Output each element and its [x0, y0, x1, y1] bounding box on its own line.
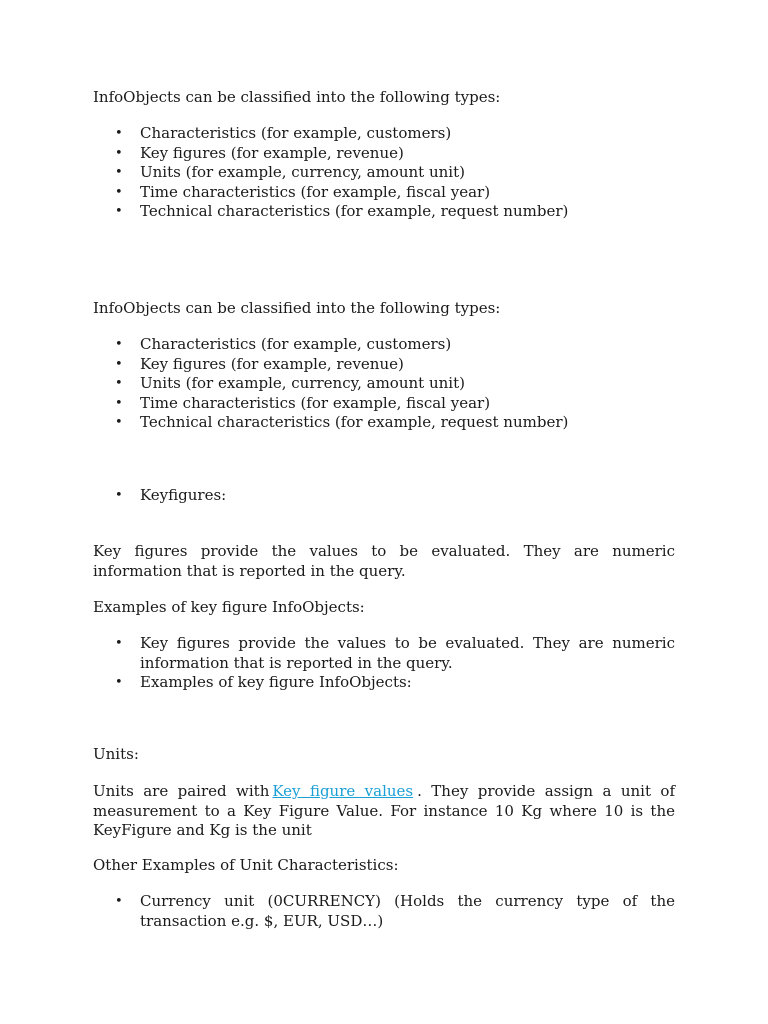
bullet-icon: • [115, 145, 123, 161]
list-item: • Technical characteristics (for example, request number) [115, 413, 569, 431]
keyfigures-heading: Keyfigures: [140, 486, 227, 504]
bullet-icon: • [115, 636, 123, 651]
section2-list [93, 335, 675, 433]
list-item: • Key figures provide the values to be evaluated. They are numeric information that is reported in the query. [115, 634, 675, 672]
bullet-icon: • [115, 395, 123, 411]
bullet-icon: • [115, 165, 123, 180]
units-text-before-link: Units are paired with [93, 782, 270, 800]
list-item: • Units (for example, currency, amount unit) [115, 163, 465, 181]
list-item: • Characteristics (for example, customers) [115, 335, 452, 353]
bullet-icon: • [115, 376, 123, 391]
list-item: • Time characteristics (for example, fiscal year) [115, 393, 491, 412]
units-text-after-link: . They provide assign a unit of measurement to a Key Figure Value. For instance 10 Kg where 10 is the KeyFigure and Kg is the unit [93, 782, 675, 839]
keyfigures-list [93, 634, 675, 693]
bullet-icon: • [115, 184, 123, 200]
section1-intro: InfoObjects can be classified into the following types: [93, 88, 501, 106]
section2-intro: InfoObjects can be classified into the following types: [93, 299, 501, 317]
bullet-icon: • [115, 337, 123, 352]
keyfigures-description: Key figures provide the values to be evaluated. They are numeric information that is reported in the query. [93, 542, 675, 580]
bullet-icon: • [115, 675, 123, 690]
units-other-examples-label: Other Examples of Unit Characteristics: [93, 856, 399, 874]
list-item: • Characteristics (for example, customers) [115, 124, 452, 142]
bullet-icon: • [115, 894, 123, 909]
keyfigures-examples-label: Examples of key figure InfoObjects: [93, 598, 365, 616]
section1-list [93, 124, 675, 222]
list-item: • Technical characteristics (for example, request number) [115, 202, 569, 220]
bullet-icon: • [115, 126, 123, 141]
list-item: • Key figures (for example, revenue) [115, 143, 404, 162]
bullet-icon: • [115, 415, 123, 430]
bullet-icon: • [115, 204, 123, 219]
list-item: • Units (for example, currency, amount unit) [115, 374, 465, 392]
bullet-icon: • [115, 356, 123, 372]
units-paragraph [93, 782, 675, 841]
bullet-icon: • [115, 488, 123, 503]
list-item: • Time characteristics (for example, fiscal year) [115, 182, 491, 201]
list-item: • Currency unit (0CURRENCY) (Holds the currency type of the transaction e.g. $, EUR, USD…) [115, 892, 675, 930]
list-item: • Examples of key figure InfoObjects: [115, 673, 412, 691]
list-item [93, 486, 675, 506]
units-heading: Units: [93, 745, 139, 763]
units-list [93, 892, 675, 931]
keyfigures-heading-list [93, 486, 675, 506]
key-figure-values-link[interactable]: Key figure values [272, 782, 414, 800]
list-item: • Key figures (for example, revenue) [115, 354, 404, 373]
